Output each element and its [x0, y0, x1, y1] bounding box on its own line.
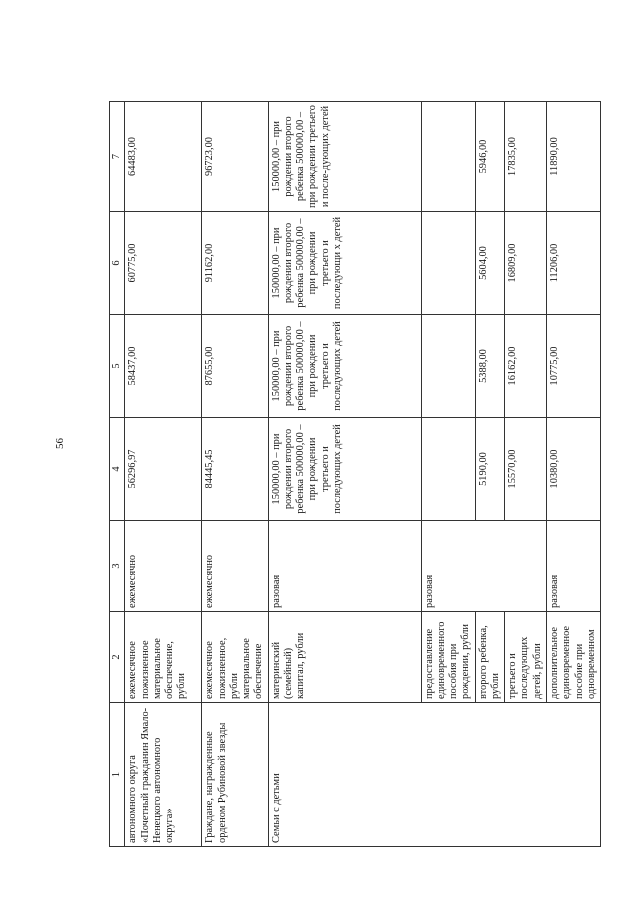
payment-type-cell: ежемесячное пожизненное материальное обеспечение, рубли: [125, 612, 202, 703]
header-cell-7: 7: [110, 102, 125, 212]
header-cell-4: 4: [110, 418, 125, 521]
table-row: [202, 102, 268, 847]
benefits-table: [109, 101, 601, 847]
table-row: [268, 102, 421, 847]
header-cell-5: 5: [110, 315, 125, 418]
value-cell-col6: 11206,00: [546, 212, 600, 315]
frequency-cell: разовая: [268, 521, 421, 612]
value-cell-col6: 150000,00 – при рождении второго ребенка 500000,00 – при рождении третьего и последующи х детей: [268, 212, 421, 315]
value-cell-col5: 58437,00: [125, 315, 202, 418]
value-cell-col5: 150000,00 – при рождении второго ребенка 500000,00 – при рождении третьего и последующих детей: [268, 315, 421, 418]
frequency-cell: ежемесячно: [202, 521, 268, 612]
payment-type-cell: третьего и последующих детей, рубли: [505, 612, 547, 703]
category-cell-families: Семьи с детьми: [268, 703, 600, 847]
value-cell-col4: 150000,00 – при рождении второго ребенка 500000,00 – при рождении третьего и последующих детей: [268, 418, 421, 521]
frequency-cell: разовая: [421, 521, 546, 612]
empty-cell: [421, 315, 475, 418]
value-cell-col7: 5946,00: [475, 102, 505, 212]
value-cell-col5: 5388,00: [475, 315, 505, 418]
empty-cell: [421, 212, 475, 315]
category-cell: автономного округа «Почетный гражданин Ямало-Ненецкого автономного округа»: [125, 703, 202, 847]
payment-type-cell: второго ребенка, рубли: [475, 612, 505, 703]
page-number: 56: [54, 438, 66, 449]
table-header-row: [110, 102, 125, 847]
frequency-cell: разовая: [546, 521, 600, 612]
value-cell-col7: 11890,00: [546, 102, 600, 212]
value-cell-col5: 87655,00: [202, 315, 268, 418]
value-cell-col6: 5604,00: [475, 212, 505, 315]
header-cell-1: 1: [110, 703, 125, 847]
header-cell-6: 6: [110, 212, 125, 315]
value-cell-col5: 10775,00: [546, 315, 600, 418]
value-cell-col6: 60775,00: [125, 212, 202, 315]
benefits-table-wrapper: [109, 102, 597, 847]
header-cell-2: 2: [110, 612, 125, 703]
value-cell-col4: 56296,97: [125, 418, 202, 521]
empty-cell: [421, 102, 475, 212]
payment-type-cell: материнский (семейный) капитал, рубли: [268, 612, 421, 703]
value-cell-col7: 17835,00: [505, 102, 547, 212]
payment-type-cell: ежемесячное пожизненное, рубли материальное обеспечение: [202, 612, 268, 703]
payment-type-cell: предоставление единовременного пособия при рождении, рубли: [421, 612, 475, 703]
frequency-cell: ежемесячно: [125, 521, 202, 612]
value-cell-col4: 15570,00: [505, 418, 547, 521]
value-cell-col4: 5190,00: [475, 418, 505, 521]
category-cell: Граждане, награжденные орденом Рубиновой звезды: [202, 703, 268, 847]
value-cell-col7: 96723,00: [202, 102, 268, 212]
value-cell-col6: 16809,00: [505, 212, 547, 315]
empty-cell: [421, 418, 475, 521]
value-cell-col4: 84445,45: [202, 418, 268, 521]
value-cell-col4: 10380,00: [546, 418, 600, 521]
payment-type-cell: дополнительное единовременное пособие при одновременном: [546, 612, 600, 703]
value-cell-col5: 16162,00: [505, 315, 547, 418]
table-row: [125, 102, 202, 847]
value-cell-col6: 91162,00: [202, 212, 268, 315]
header-cell-3: 3: [110, 521, 125, 612]
value-cell-col7: 150000,00 – при рождении второго ребенка 500000,00 – при рождении третьего и после-дующих детей: [268, 102, 421, 212]
value-cell-col7: 64483,00: [125, 102, 202, 212]
